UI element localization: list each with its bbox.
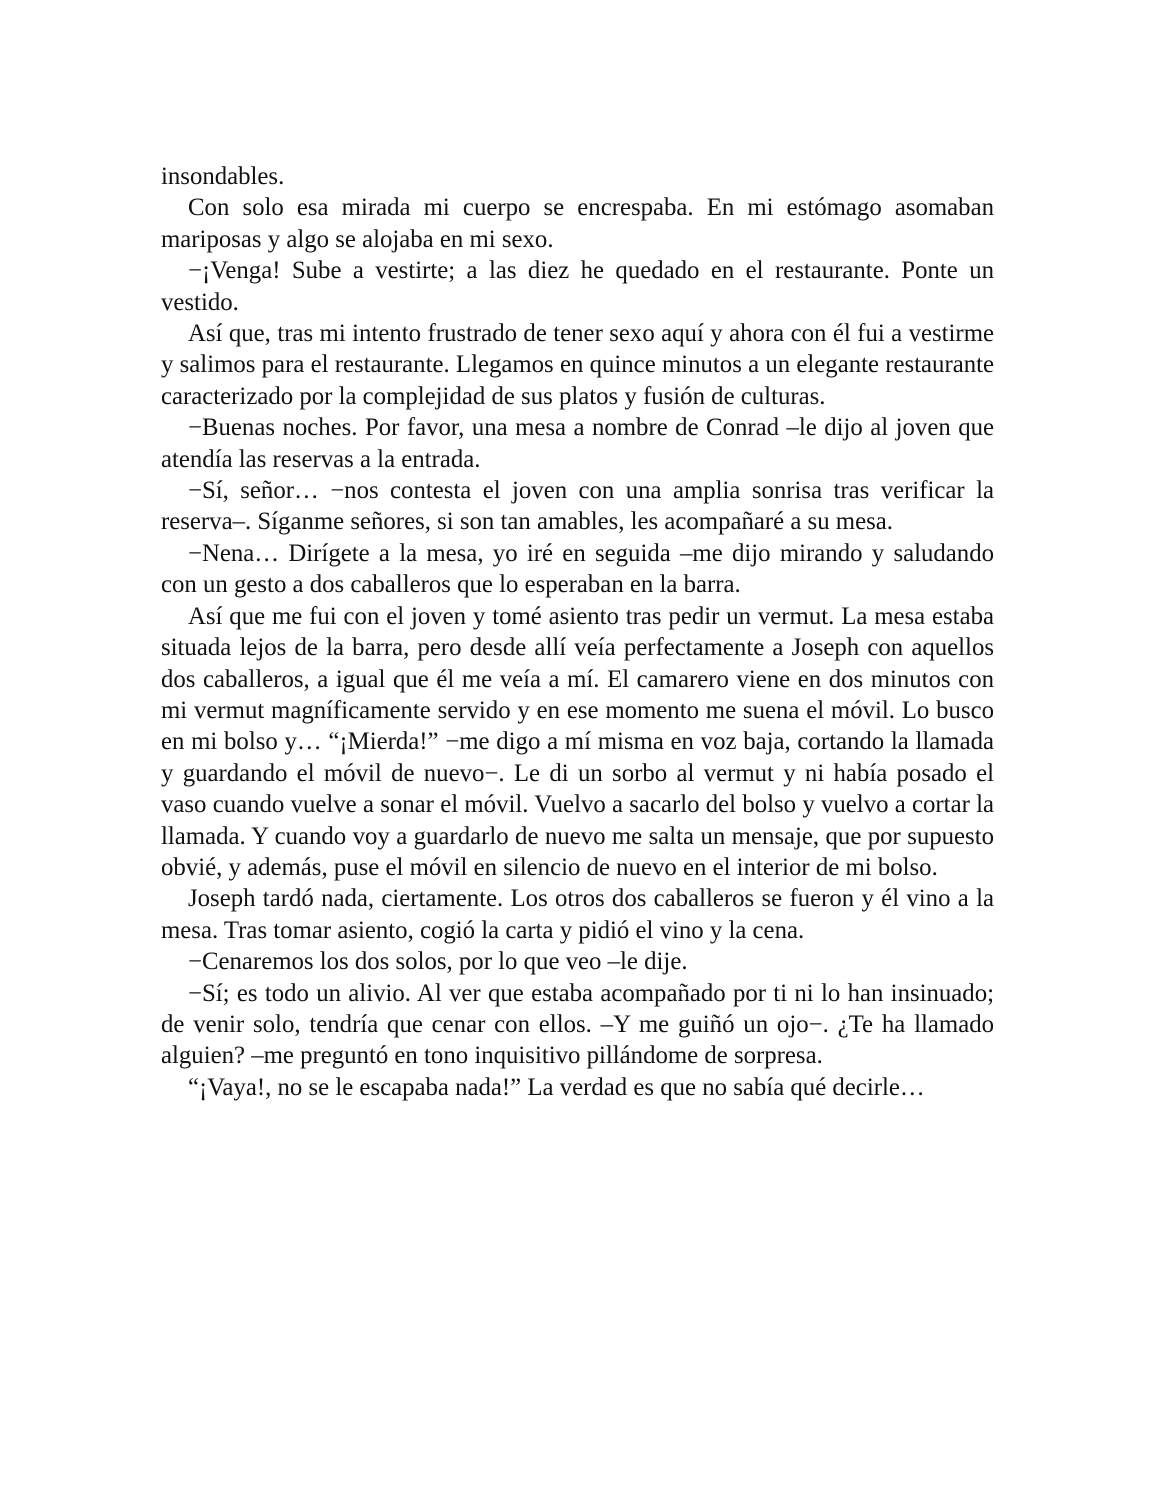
paragraph-dialogue: −¡Venga! Sube a vestirte; a las diez he quedado en el restaurante. Ponte un vestido. (161, 257, 994, 316)
paragraph-dialogue: −Sí; es todo un alivio. Al ver que estaba acompañado por ti ni lo han insinuado; de venir solo, tendría que cenar con ellos. –Y me guiñó un ojo−. ¿Te ha llamado alguien? –me preguntó en tono inquisitivo pillándome de sorpresa. (161, 979, 994, 1070)
paragraph-dialogue: −Buenas noches. Por favor, una mesa a nombre de Conrad –le dijo al joven que atendía las reservas a la entrada. (161, 414, 994, 473)
page-body (161, 161, 994, 1103)
paragraph-dialogue: −Nena… Dirígete a la mesa, yo iré en seguida –me dijo mirando y saludando con un gesto a dos caballeros que lo esperaban en la barra. (161, 539, 994, 599)
paragraph: Así que, tras mi intento frustrado de tener sexo aquí y ahora con él fui a vestirme y salimos para el restaurante. Llegamos en quince minutos a un elegante restaurante caracterizado por la complejidad de sus platos y fusión de culturas. (161, 320, 994, 410)
paragraph-dialogue: −Sí, señor… −nos contesta el joven con una amplia sonrisa tras verificar la reserva–. Síganme señores, si son tan amables, les acompañaré a su mesa. (161, 477, 994, 536)
paragraph: Joseph tardó nada, ciertamente. Los otros dos caballeros se fueron y él vino a la mesa. Tras tomar asiento, cogió la carta y pidió el vino y la cena. (161, 885, 994, 944)
paragraph: Así que me fui con el joven y tomé asiento tras pedir un vermut. La mesa estaba situada lejos de la barra, pero desde allí veía perfectamente a Joseph con aquellos dos caballeros, a igual que él me veía a mí. El camarero viene en dos minutos con mi vermut magníficamente servido y en ese momento me suena el móvil. Lo busco en mi bolso y… “¡Mierda!” −me digo a mí misma en voz baja, cortando la llamada y guardando el móvil de nuevo−. Le di un sorbo al vermut y ni había posado el vaso cuando vuelve a sonar el móvil. Vuelvo a sacarlo del bolso y vuelvo a cortar la llamada. Y cuando voy a guardarlo de nuevo me salta un mensaje, que por supuesto obvié, y además, puse el móvil en silencio de nuevo en el interior de mi bolso. (161, 602, 994, 881)
paragraph-continuation: insondables. (161, 163, 285, 190)
paragraph-dialogue: −Cenaremos los dos solos, por lo que veo –le dije. (188, 948, 688, 976)
paragraph: Con solo esa mirada mi cuerpo se encrespaba. En mi estómago asomaban mariposas y algo se alojaba en mi sexo. (161, 194, 994, 253)
paragraph: “¡Vaya!, no se le escapaba nada!” La verdad es que no sabía qué decirle… (188, 1073, 925, 1101)
